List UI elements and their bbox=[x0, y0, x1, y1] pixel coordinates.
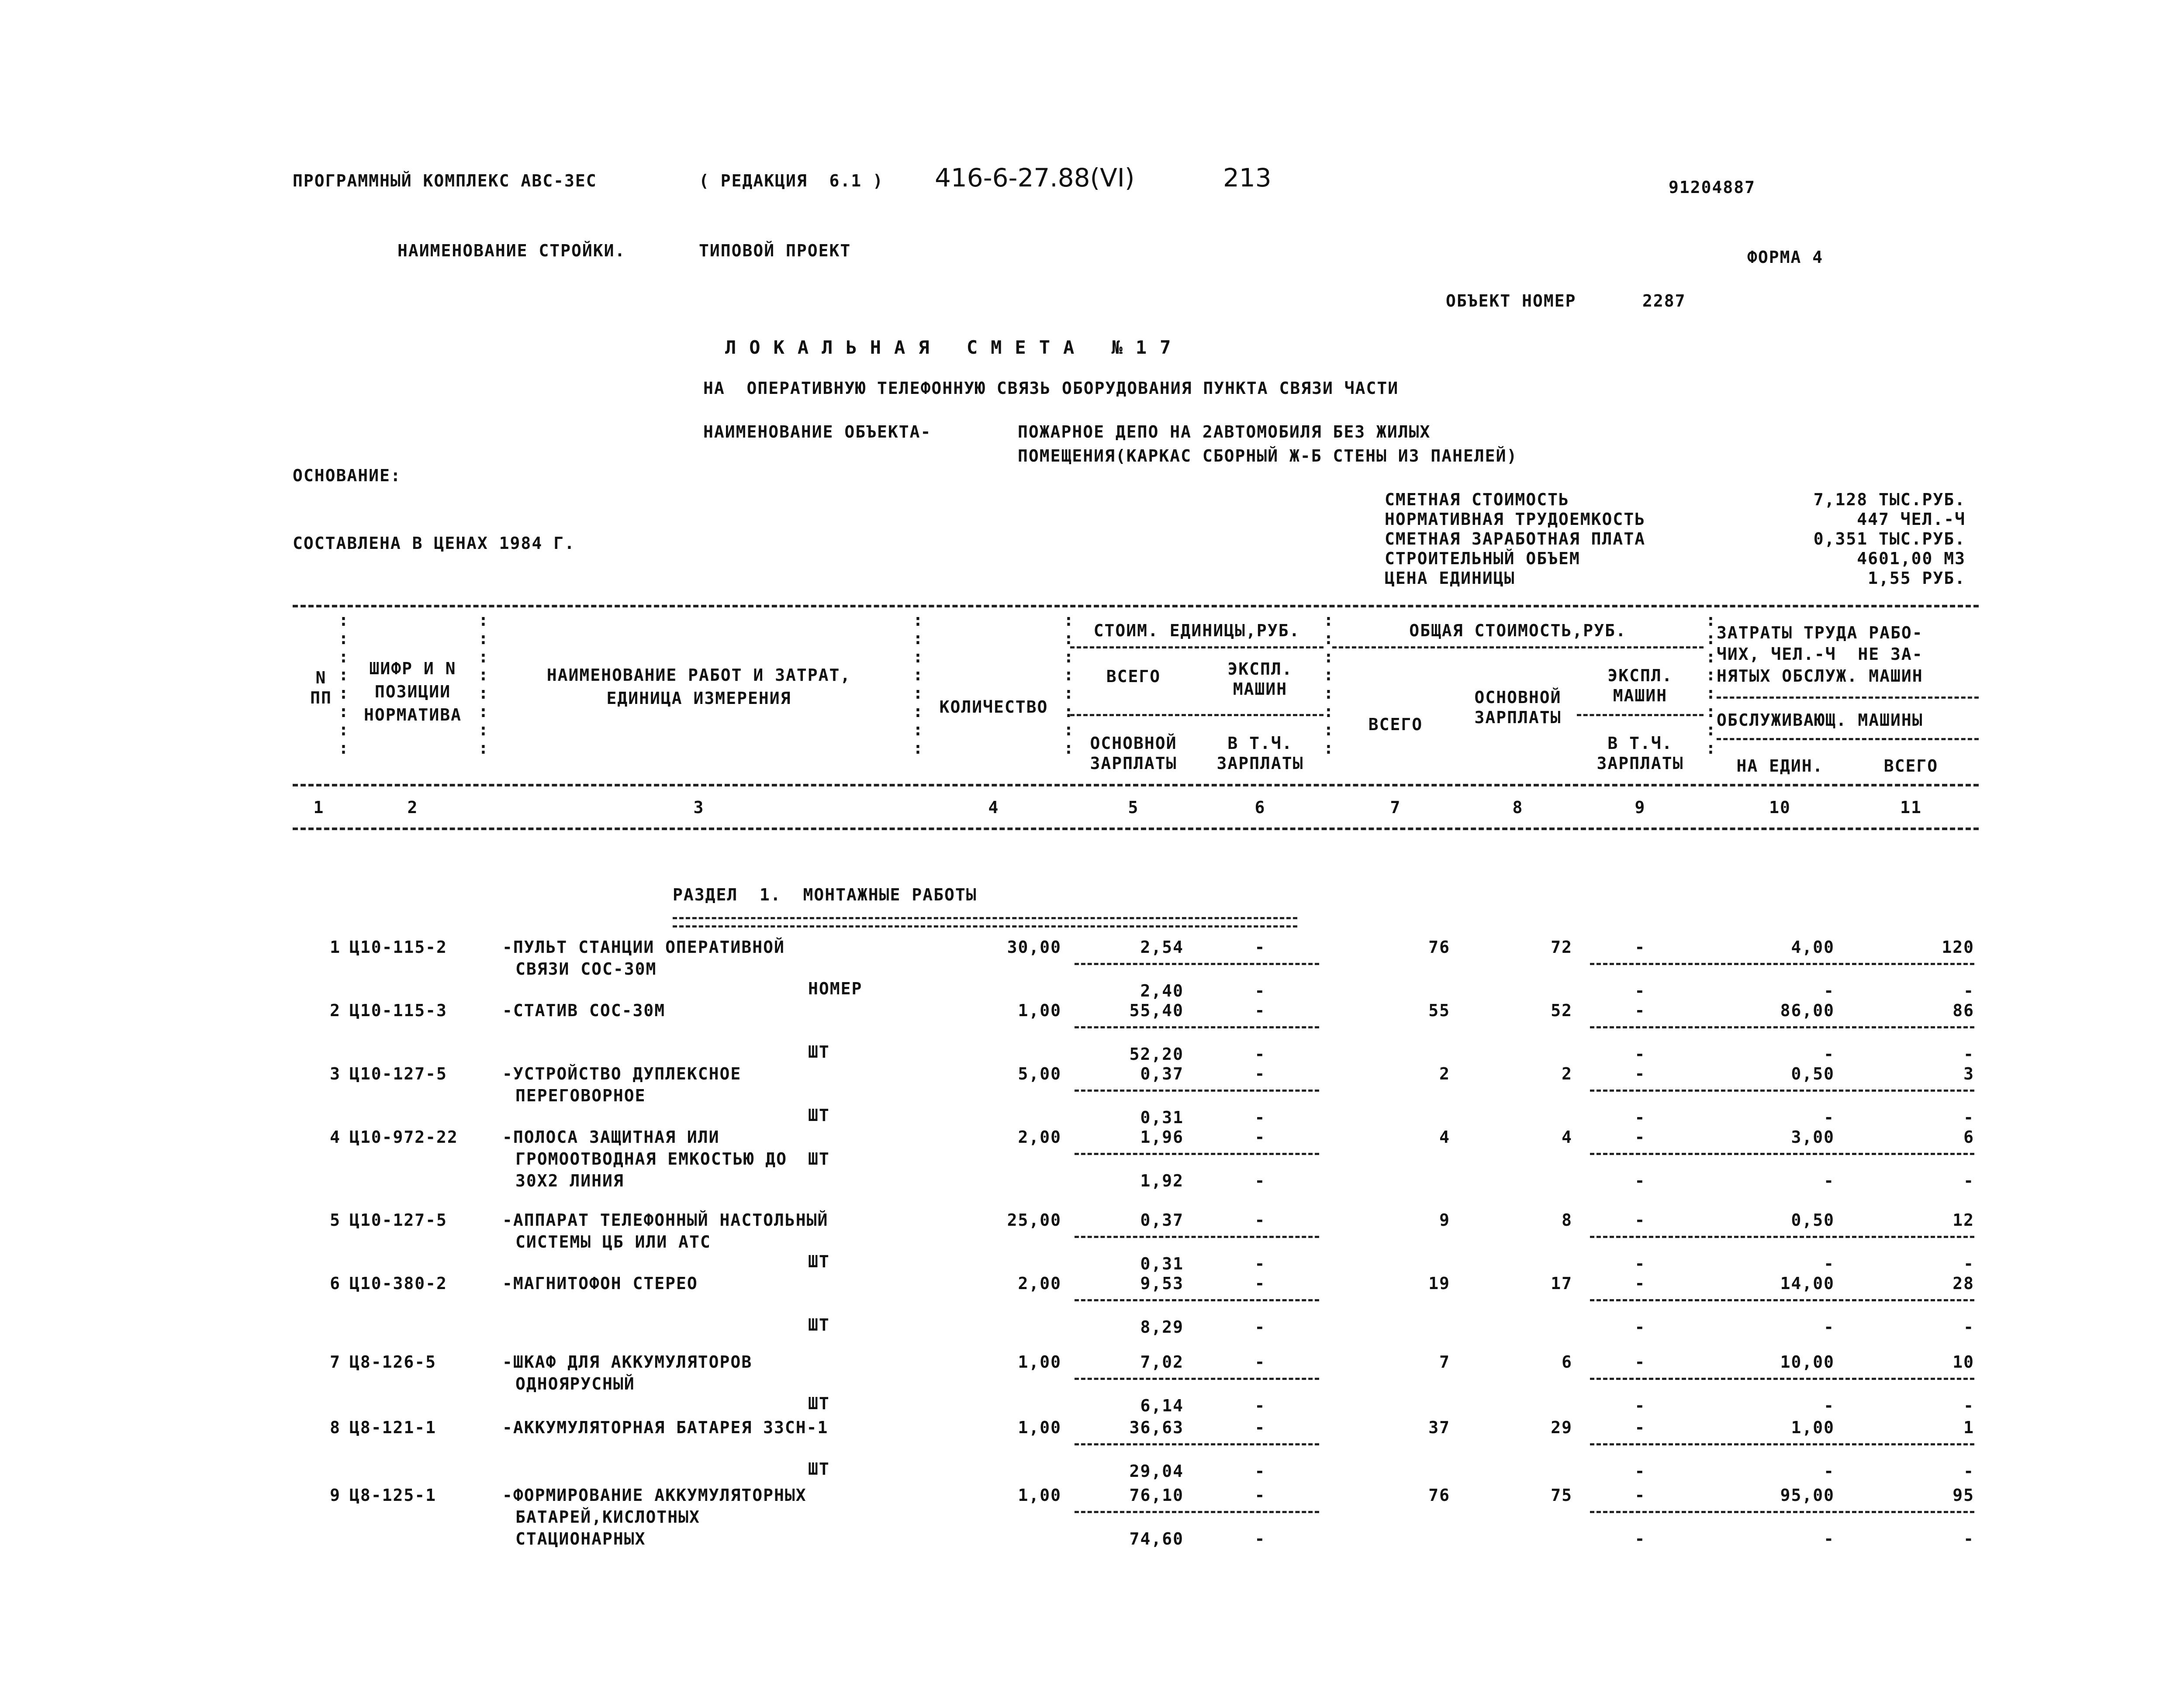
row-quantity: 1,00 bbox=[1018, 1418, 1061, 1437]
row-quantity: 1,00 bbox=[1018, 1001, 1061, 1020]
row-unit-machines: - bbox=[1254, 1418, 1266, 1437]
row-quantity: 2,00 bbox=[1018, 1274, 1061, 1293]
row-total-mach-wage: - bbox=[1635, 1254, 1646, 1273]
row-number: 4 bbox=[330, 1128, 341, 1147]
object-number-label: ОБЪЕКТ НОМЕР bbox=[1446, 291, 1576, 310]
row-name-line2: ГРОМООТВОДНАЯ ЕМКОСТЬЮ ДО bbox=[515, 1149, 787, 1169]
row-total: 19 bbox=[1428, 1274, 1450, 1293]
row-unit-machines: - bbox=[1254, 1064, 1266, 1083]
col-number: 1 bbox=[313, 798, 325, 817]
doc-number: 91204887 bbox=[1669, 178, 1756, 197]
row-labor-unit: 0,50 bbox=[1791, 1064, 1835, 1083]
row-total-mach-wage: - bbox=[1635, 981, 1646, 1000]
row-mach-labor-unit: - bbox=[1824, 1045, 1835, 1064]
value-divider bbox=[1590, 963, 1974, 965]
value-divider bbox=[1590, 1378, 1974, 1380]
row-unit-mach-wage: - bbox=[1254, 1529, 1266, 1548]
row-unit-total: 1,96 bbox=[1140, 1128, 1184, 1147]
row-total: 37 bbox=[1428, 1418, 1450, 1437]
row-labor-total: 6 bbox=[1963, 1128, 1974, 1147]
row-total: 4 bbox=[1439, 1128, 1450, 1147]
row-number: 2 bbox=[330, 1001, 341, 1020]
row-mach-labor-total: - bbox=[1963, 981, 1974, 1000]
row-mach-labor-total: - bbox=[1963, 1317, 1974, 1337]
row-unit-total: 0,37 bbox=[1140, 1210, 1184, 1230]
col-header-n: N ПП bbox=[310, 668, 332, 707]
row-name-line1: -УСТРОЙСТВО ДУПЛЕКСНОЕ bbox=[502, 1064, 742, 1083]
row-number: 9 bbox=[330, 1486, 341, 1505]
col-number: 2 bbox=[407, 798, 418, 817]
col-header-unit-machines: ЭКСПЛ. МАШИН bbox=[1227, 659, 1293, 699]
row-unit-wage: 52,20 bbox=[1129, 1045, 1184, 1064]
row-total-mach-wage: - bbox=[1635, 1108, 1646, 1127]
row-quantity: 30,00 bbox=[1007, 938, 1061, 957]
col-number: 5 bbox=[1128, 798, 1139, 817]
row-mach-labor-total: - bbox=[1963, 1254, 1974, 1273]
row-total: 76 bbox=[1428, 1486, 1450, 1505]
project-code: 416-6-27.88(VI) bbox=[935, 163, 1135, 193]
value-divider bbox=[1075, 1443, 1319, 1445]
row-name-line1: -ШКАФ ДЛЯ АККУМУЛЯТОРОВ bbox=[502, 1352, 753, 1372]
row-mach-labor-total: - bbox=[1963, 1045, 1974, 1064]
col-number: 10 bbox=[1769, 798, 1791, 817]
line-name-label: НАИМЕНОВАНИЕ СТРОЙКИ. bbox=[397, 241, 626, 260]
row-unit-wage: 6,14 bbox=[1140, 1396, 1184, 1415]
col-header-unit-total: ВСЕГО bbox=[1106, 667, 1161, 686]
col-number: 11 bbox=[1900, 798, 1922, 817]
col-header-labor-total: ВСЕГО bbox=[1883, 756, 1939, 776]
row-code: Ц10-127-5 bbox=[349, 1210, 447, 1230]
summary-value: 447 ЧЕЛ.-Ч bbox=[1857, 510, 1966, 529]
line-name-value: ТИПОВОЙ ПРОЕКТ bbox=[699, 241, 851, 260]
table-header-rule bbox=[293, 784, 1979, 786]
row-labor-unit: 4,00 bbox=[1791, 938, 1835, 957]
row-name-line1: -ПУЛЬТ СТАНЦИИ ОПЕРАТИВНОЙ bbox=[502, 938, 785, 957]
row-labor-total: 120 bbox=[1942, 938, 1974, 957]
table-header-bottom-rule bbox=[293, 828, 1979, 830]
row-mach-labor-unit: - bbox=[1824, 981, 1835, 1000]
row-number: 8 bbox=[330, 1418, 341, 1437]
row-unit-total: 0,37 bbox=[1140, 1064, 1184, 1083]
object-name-line2: ПОМЕЩЕНИЯ(КАРКАС СБОРНЫЙ Ж-Б СТЕНЫ ИЗ ПАНЕЛЕЙ) bbox=[1018, 446, 1518, 466]
summary-label: СМЕТНАЯ СТОИМОСТЬ bbox=[1385, 490, 1569, 509]
row-unit: ШТ bbox=[808, 1459, 830, 1479]
col-header-total: ВСЕГО bbox=[1368, 715, 1423, 734]
row-total-mach-wage: - bbox=[1635, 1045, 1646, 1064]
row-unit-machines: - bbox=[1254, 1210, 1266, 1230]
row-unit-mach-wage: - bbox=[1254, 981, 1266, 1000]
row-total-wage: 17 bbox=[1551, 1274, 1572, 1293]
row-labor-unit: 1,00 bbox=[1791, 1418, 1835, 1437]
row-labor-total: 95 bbox=[1952, 1486, 1974, 1505]
row-code: Ц8-121-1 bbox=[349, 1418, 437, 1437]
row-unit-wage: 0,31 bbox=[1140, 1254, 1184, 1273]
row-labor-total: 28 bbox=[1952, 1274, 1974, 1293]
row-total: 55 bbox=[1428, 1001, 1450, 1020]
row-unit-wage: 8,29 bbox=[1140, 1317, 1184, 1337]
row-labor-total: 12 bbox=[1952, 1210, 1974, 1230]
row-name-line1: -АППАРАТ ТЕЛЕФОННЫЙ НАСТОЛЬНЫЙ bbox=[502, 1210, 829, 1230]
divider bbox=[1717, 738, 1979, 740]
summary-label: ЦЕНА ЕДИНИЦЫ bbox=[1385, 569, 1515, 588]
row-unit-mach-wage: - bbox=[1254, 1462, 1266, 1481]
row-unit: НОМЕР bbox=[808, 979, 863, 998]
row-unit: ШТ bbox=[808, 1315, 830, 1334]
row-code: Ц8-126-5 bbox=[349, 1352, 437, 1372]
divider bbox=[1577, 714, 1704, 716]
divider bbox=[1332, 646, 1704, 648]
row-mach-labor-total: - bbox=[1963, 1462, 1974, 1481]
row-total-mach-wage: - bbox=[1635, 1171, 1646, 1190]
summary-label: НОРМАТИВНАЯ ТРУДОЕМКОСТЬ bbox=[1385, 510, 1646, 529]
summary-value: 0,351 ТЫС.РУБ. bbox=[1813, 529, 1966, 548]
row-total-machines: - bbox=[1635, 1486, 1646, 1505]
row-unit-machines: - bbox=[1254, 1486, 1266, 1505]
col-header-qty: КОЛИЧЕСТВО bbox=[939, 697, 1048, 717]
col-header-name: НАИМЕНОВАНИЕ РАБОТ И ЗАТРАТ, ЕДИНИЦА ИЗМЕРЕНИЯ bbox=[546, 666, 851, 708]
row-total-mach-wage: - bbox=[1635, 1529, 1646, 1548]
value-divider bbox=[1075, 1153, 1319, 1155]
row-name-line1: -АККУМУЛЯТОРНАЯ БАТАРЕЯ 33СН-1 bbox=[502, 1418, 829, 1437]
col-number: 9 bbox=[1635, 798, 1646, 817]
row-total-wage: 4 bbox=[1562, 1128, 1572, 1147]
row-labor-unit: 10,00 bbox=[1780, 1352, 1835, 1372]
row-unit: ШТ bbox=[808, 1106, 830, 1125]
row-number: 1 bbox=[330, 938, 341, 957]
summary-label: СМЕТНАЯ ЗАРАБОТНАЯ ПЛАТА bbox=[1385, 529, 1646, 548]
value-divider bbox=[1075, 1511, 1319, 1513]
row-total-wage: 72 bbox=[1551, 938, 1572, 957]
row-code: Ц10-380-2 bbox=[349, 1274, 447, 1293]
row-unit: ШТ bbox=[808, 1394, 830, 1413]
col-number: 7 bbox=[1390, 798, 1401, 817]
value-divider bbox=[1590, 1090, 1974, 1092]
row-unit-total: 76,10 bbox=[1129, 1486, 1184, 1505]
row-mach-labor-unit: - bbox=[1824, 1462, 1835, 1481]
value-divider bbox=[1590, 1236, 1974, 1238]
row-number: 5 bbox=[330, 1210, 341, 1230]
row-unit-total: 55,40 bbox=[1129, 1001, 1184, 1020]
row-mach-labor-total: - bbox=[1963, 1529, 1974, 1548]
object-name-label: НАИМЕНОВАНИЕ ОБЪЕКТА- bbox=[703, 422, 932, 441]
row-total-wage: 29 bbox=[1551, 1418, 1572, 1437]
col-number: 6 bbox=[1254, 798, 1266, 817]
row-mach-labor-total: - bbox=[1963, 1171, 1974, 1190]
summary-value: 4601,00 М3 bbox=[1857, 549, 1966, 568]
col-header-total-wage: ОСНОВНОЙ ЗАРПЛАТЫ bbox=[1474, 688, 1562, 727]
value-divider bbox=[1075, 1299, 1319, 1301]
row-unit: ШТ bbox=[808, 1252, 830, 1271]
col-header-unit-wage: ОСНОВНОЙ ЗАРПЛАТЫ bbox=[1090, 734, 1177, 773]
row-unit-mach-wage: - bbox=[1254, 1317, 1266, 1337]
row-mach-labor-unit: - bbox=[1824, 1171, 1835, 1190]
row-unit-mach-wage: - bbox=[1254, 1108, 1266, 1127]
basis-label: ОСНОВАНИЕ: bbox=[293, 466, 401, 485]
row-total-machines: - bbox=[1635, 1274, 1646, 1293]
row-unit-wage: 0,31 bbox=[1140, 1108, 1184, 1127]
row-code: Ц10-115-3 bbox=[349, 1001, 447, 1020]
value-divider bbox=[1075, 1090, 1319, 1092]
summary-value: 7,128 ТЫС.РУБ. bbox=[1813, 490, 1966, 509]
row-unit-machines: - bbox=[1254, 1128, 1266, 1147]
row-total: 2 bbox=[1439, 1064, 1450, 1083]
row-quantity: 1,00 bbox=[1018, 1352, 1061, 1372]
row-unit-total: 36,63 bbox=[1129, 1418, 1184, 1437]
row-name-line3: СТАЦИОНАРНЫХ bbox=[515, 1529, 646, 1548]
value-divider bbox=[1590, 1443, 1974, 1445]
row-unit-total: 9,53 bbox=[1140, 1274, 1184, 1293]
row-total-machines: - bbox=[1635, 1210, 1646, 1230]
row-name-line2: БАТАРЕЙ,КИСЛОТНЫХ bbox=[515, 1507, 700, 1527]
row-unit-machines: - bbox=[1254, 938, 1266, 957]
row-unit-wage: 2,40 bbox=[1140, 981, 1184, 1000]
row-labor-unit: 95,00 bbox=[1780, 1486, 1835, 1505]
page-number: 213 bbox=[1223, 163, 1272, 193]
row-name-line1: -МАГНИТОФОН СТЕРЕО bbox=[502, 1274, 698, 1293]
value-divider bbox=[1075, 963, 1319, 965]
row-labor-unit: 0,50 bbox=[1791, 1210, 1835, 1230]
row-quantity: 5,00 bbox=[1018, 1064, 1061, 1083]
row-mach-labor-unit: - bbox=[1824, 1254, 1835, 1273]
value-divider bbox=[1590, 1299, 1974, 1301]
row-mach-labor-total: - bbox=[1963, 1108, 1974, 1127]
row-name-line1: -СТАТИВ СОС-30М bbox=[502, 1001, 666, 1020]
row-name-line2: СВЯЗИ СОС-30М bbox=[515, 959, 657, 979]
row-unit-total: 7,02 bbox=[1140, 1352, 1184, 1372]
row-quantity: 2,00 bbox=[1018, 1128, 1061, 1147]
row-unit-mach-wage: - bbox=[1254, 1254, 1266, 1273]
row-total-wage: 6 bbox=[1562, 1352, 1572, 1372]
row-mach-labor-unit: - bbox=[1824, 1396, 1835, 1415]
object-number: 2287 bbox=[1642, 291, 1686, 310]
row-name-line1: -ПОЛОСА ЗАЩИТНАЯ ИЛИ bbox=[502, 1128, 720, 1147]
row-mach-labor-unit: - bbox=[1824, 1317, 1835, 1337]
row-code: Ц10-115-2 bbox=[349, 938, 447, 957]
row-unit-machines: - bbox=[1254, 1274, 1266, 1293]
row-number: 7 bbox=[330, 1352, 341, 1372]
summary-value: 1,55 РУБ. bbox=[1868, 569, 1966, 588]
row-unit-machines: - bbox=[1254, 1352, 1266, 1372]
col-group-unit-cost: СТОИМ. ЕДИНИЦЫ,РУБ. bbox=[1093, 621, 1300, 640]
row-total-mach-wage: - bbox=[1635, 1462, 1646, 1481]
col-group-labor-machines: ОБСЛУЖИВАЮЩ. МАШИНЫ bbox=[1717, 710, 1923, 730]
row-name-line3: 30Х2 ЛИНИЯ bbox=[515, 1171, 624, 1190]
row-total-machines: - bbox=[1635, 1001, 1646, 1020]
row-labor-total: 10 bbox=[1952, 1352, 1974, 1372]
col-group-total-cost: ОБЩАЯ СТОИМОСТЬ,РУБ. bbox=[1409, 621, 1627, 640]
row-total-machines: - bbox=[1635, 938, 1646, 957]
row-labor-total: 1 bbox=[1963, 1418, 1974, 1437]
row-total-machines: - bbox=[1635, 1352, 1646, 1372]
divider bbox=[1717, 697, 1979, 699]
row-unit-mach-wage: - bbox=[1254, 1396, 1266, 1415]
row-mach-labor-unit: - bbox=[1824, 1529, 1835, 1548]
col-group-labor: ЗАТРАТЫ ТРУДА РАБО- ЧИХ, ЧЕЛ.-Ч НЕ ЗА- НЯТЫХ ОБСЛУЖ. МАШИН bbox=[1717, 623, 1923, 686]
row-labor-unit: 3,00 bbox=[1791, 1128, 1835, 1147]
col-header-total-mach-wage: В Т.Ч. ЗАРПЛАТЫ bbox=[1597, 734, 1684, 773]
row-labor-unit: 86,00 bbox=[1780, 1001, 1835, 1020]
row-code: Ц10-972-22 bbox=[349, 1128, 458, 1147]
section-underline bbox=[673, 917, 1297, 928]
row-total-wage: 2 bbox=[1562, 1064, 1572, 1083]
row-unit-wage: 1,92 bbox=[1140, 1171, 1184, 1190]
row-quantity: 1,00 bbox=[1018, 1486, 1061, 1505]
row-unit-total: 2,54 bbox=[1140, 938, 1184, 957]
row-number: 6 bbox=[330, 1274, 341, 1293]
row-mach-labor-total: - bbox=[1963, 1396, 1974, 1415]
program-name: ПРОГРАММНЫЙ КОМПЛЕКС АВС-3ЕС bbox=[293, 171, 597, 190]
value-divider bbox=[1590, 1511, 1974, 1513]
row-total-wage: 8 bbox=[1562, 1210, 1572, 1230]
row-total-wage: 75 bbox=[1551, 1486, 1572, 1505]
row-total-mach-wage: - bbox=[1635, 1396, 1646, 1415]
col-number: 8 bbox=[1512, 798, 1524, 817]
row-total-mach-wage: - bbox=[1635, 1317, 1646, 1337]
col-header-total-machines: ЭКСПЛ. МАШИН bbox=[1607, 666, 1673, 705]
section-title: РАЗДЕЛ 1. МОНТАЖНЫЕ РАБОТЫ bbox=[673, 885, 977, 904]
value-divider bbox=[1075, 1236, 1319, 1238]
value-divider bbox=[1075, 1378, 1319, 1380]
row-code: Ц8-125-1 bbox=[349, 1486, 437, 1505]
row-labor-total: 3 bbox=[1963, 1064, 1974, 1083]
row-unit-machines: - bbox=[1254, 1001, 1266, 1020]
col-header-unit-mach-wage: В Т.Ч. ЗАРПЛАТЫ bbox=[1216, 734, 1304, 773]
col-number: 3 bbox=[693, 798, 705, 817]
divider bbox=[1070, 646, 1324, 648]
col-header-labor-unit: НА ЕДИН. bbox=[1736, 756, 1824, 776]
row-unit: ШТ bbox=[808, 1042, 830, 1062]
form-label: ФОРМА 4 bbox=[1747, 248, 1824, 267]
row-unit-wage: 29,04 bbox=[1129, 1462, 1184, 1481]
edition: ( РЕДАКЦИЯ 6.1 ) bbox=[699, 171, 884, 190]
row-total: 7 bbox=[1439, 1352, 1450, 1372]
prices-label: СОСТАВЛЕНА В ЦЕНАХ 1984 Г. bbox=[293, 534, 575, 553]
row-labor-total: 86 bbox=[1952, 1001, 1974, 1020]
summary-label: СТРОИТЕЛЬНЫЙ ОБЪЕМ bbox=[1385, 549, 1580, 568]
row-total: 9 bbox=[1439, 1210, 1450, 1230]
row-total-machines: - bbox=[1635, 1418, 1646, 1437]
row-code: Ц10-127-5 bbox=[349, 1064, 447, 1083]
row-unit: ШТ bbox=[808, 1149, 830, 1169]
row-total-machines: - bbox=[1635, 1128, 1646, 1147]
row-name-line2: ОДНОЯРУСНЫЙ bbox=[515, 1374, 635, 1393]
row-number: 3 bbox=[330, 1064, 341, 1083]
row-mach-labor-unit: - bbox=[1824, 1108, 1835, 1127]
row-labor-unit: 14,00 bbox=[1780, 1274, 1835, 1293]
row-name-line2: ПЕРЕГОВОРНОЕ bbox=[515, 1086, 646, 1105]
estimate-subject: НА ОПЕРАТИВНУЮ ТЕЛЕФОННУЮ СВЯЗЬ ОБОРУДОВАНИЯ ПУНКТА СВЯЗИ ЧАСТИ bbox=[703, 379, 1399, 398]
row-name-line1: -ФОРМИРОВАНИЕ АККУМУЛЯТОРНЫХ bbox=[502, 1486, 807, 1505]
col-number: 4 bbox=[988, 798, 999, 817]
row-total-wage: 52 bbox=[1551, 1001, 1572, 1020]
row-unit-mach-wage: - bbox=[1254, 1045, 1266, 1064]
row-total-machines: - bbox=[1635, 1064, 1646, 1083]
row-total: 76 bbox=[1428, 938, 1450, 957]
value-divider bbox=[1075, 1026, 1319, 1028]
value-divider bbox=[1590, 1153, 1974, 1155]
estimate-title: ЛОКАЛЬНАЯ СМЕТА №17 bbox=[725, 337, 1184, 358]
col-header-code: ШИФР И N ПОЗИЦИИ НОРМАТИВА bbox=[364, 659, 462, 725]
divider bbox=[1070, 714, 1324, 716]
row-unit-wage: 74,60 bbox=[1129, 1529, 1184, 1548]
table-top-rule bbox=[293, 605, 1979, 607]
object-name-line1: ПОЖАРНОЕ ДЕПО НА 2АВТОМОБИЛЯ БЕЗ ЖИЛЫХ bbox=[1018, 422, 1431, 441]
row-name-line2: СИСТЕМЫ ЦБ ИЛИ АТС bbox=[515, 1232, 711, 1252]
row-unit-mach-wage: - bbox=[1254, 1171, 1266, 1190]
row-quantity: 25,00 bbox=[1007, 1210, 1061, 1230]
value-divider bbox=[1590, 1026, 1974, 1028]
